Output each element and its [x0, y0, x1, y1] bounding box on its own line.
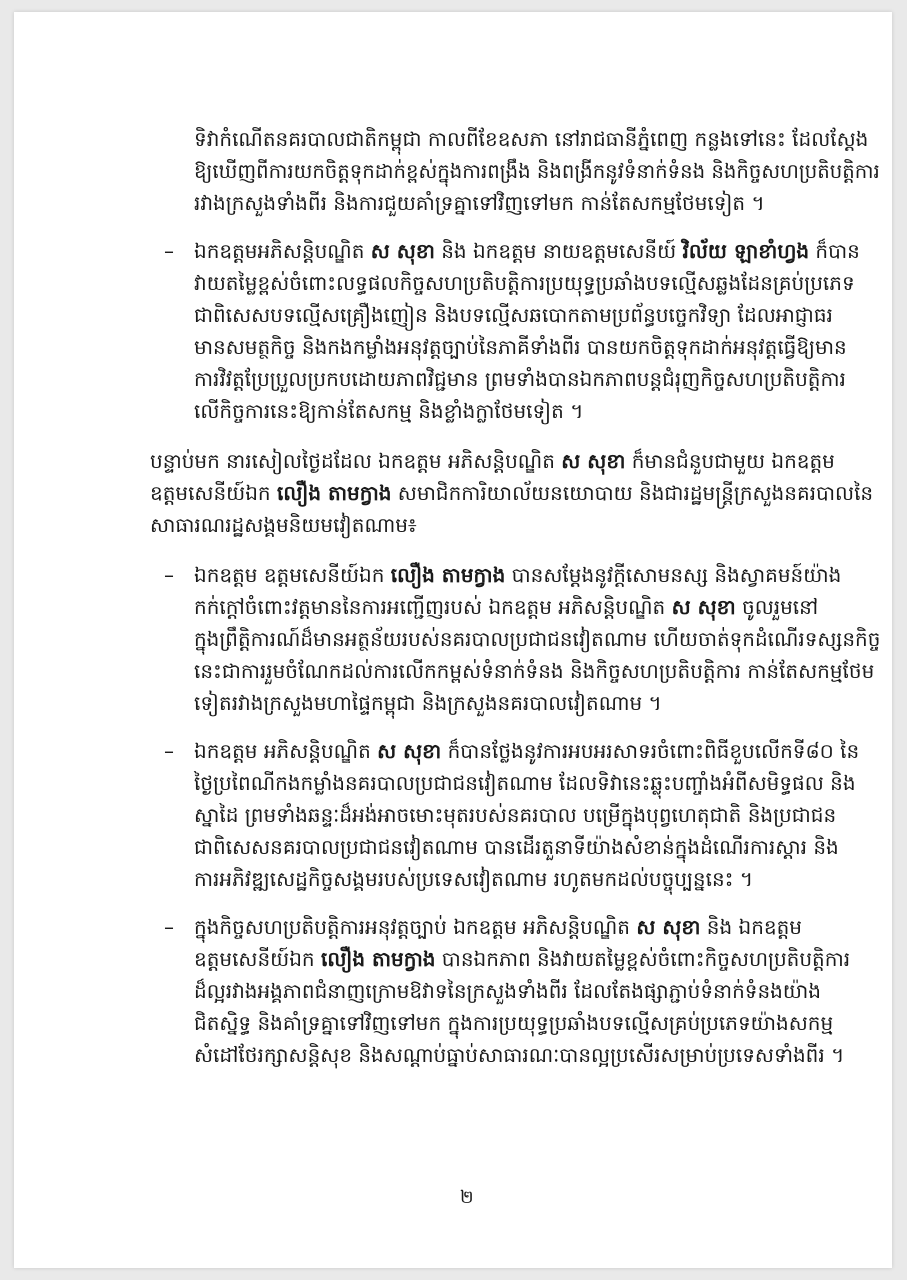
text-span: ឧត្តមសេនីយ៍ឯក — [150, 481, 277, 505]
bullet4-line-3: ដ៏ល្អរវាងអង្គភាពជំនាញក្រោមឱវាទនៃក្រសួងទាំងពីរ ដែលតែងផ្សាភ្ជាប់ទំនាក់ទំនងយ៉ាង — [194, 979, 821, 1003]
bullet1-line-4: មានសមត្ថកិច្ច និងកងកម្លាំងអនុវត្តច្បាប់នៃភាគីទាំងពីរ បានយកចិត្តទុកដាក់អនុវត្តធ្វើឱ្យមាន — [194, 335, 847, 359]
intro-line-2: ឱ្យឃើញពីការយកចិត្តទុកដាក់ខ្ពស់ក្នុងការពង្រឹង និងពង្រីកនូវទំនាក់ទំនង និងកិច្ចសហប្រតិបត្តិការ — [194, 159, 880, 183]
text-span: ក៏បាន — [809, 239, 860, 263]
bullet2-line-2 — [194, 595, 818, 619]
text-span: ក៏មានជំនួបជាមួយ ឯកឧត្តម — [625, 449, 835, 473]
bullet4-line-5: សំដៅថែរក្សាសន្តិសុខ និងសណ្តាប់ធ្នាប់សាធារណៈបានល្អប្រសើរសម្រាប់ប្រទេសទាំងពីរ ។ — [194, 1043, 845, 1067]
bullet3-line-4: ជាពិសេសនគរបាលប្រជាជនវៀតណាម បានដើរតួនាទីយ៉ាងសំខាន់ក្នុងដំណើរការស្តារ និង — [194, 835, 839, 859]
text-span: សមាជិកការិយាល័យនយោបាយ និងជារដ្ឋមន្ត្រីក្រសួងនគរបាលនៃ — [391, 481, 874, 505]
text-span: ចូលរួមនៅ — [735, 595, 819, 619]
intro-line-3: រវាងក្រសួងទាំងពីរ និងការជួយគាំទ្រគ្នាទៅវិញទៅមក កាន់តែសកម្មថែមទៀត ។ — [194, 191, 765, 215]
bold-name: វិល័យ ឡាខាំហ្វង — [682, 239, 810, 263]
text-span: ឯកឧត្តម ឧត្តមសេនីយ៍ឯក — [194, 563, 391, 587]
bullet1-line-6: លើកិច្ចការនេះឱ្យកាន់តែសកម្ម និងខ្លាំងក្លាថែមទៀត ។ — [194, 399, 584, 423]
text-span: បន្ទាប់មក នារសៀលថ្ងៃដដែល ឯកឧត្តម អភិសន្តិបណ្ឌិត — [150, 449, 562, 473]
bullet3-line-5: ការអភិវឌ្ឍសេដ្ឋកិច្ចសង្គមរបស់ប្រទេសវៀតណាម រហូតមកដល់បច្ចុប្បន្ននេះ ។ — [194, 867, 754, 891]
bold-name: ស សុខា — [377, 739, 442, 763]
bullet4-line-4: ជិតស្និទ្ធ និងគាំទ្រគ្នាទៅវិញទៅមក ក្នុងការប្រយុទ្ធប្រឆាំងបទល្មើសគ្រប់ប្រភេទយ៉ាងសកម្ម — [194, 1011, 834, 1035]
bold-name: លឿង តាមក្វាង — [276, 481, 392, 505]
intro-line-1: ទិវាកំណើតនគរបាលជាតិកម្ពុជា កាលពីខែឧសភា នៅរាជធានីភ្នំពេញ កន្លងទៅនេះ ដែលស្តែង — [194, 127, 869, 151]
bold-name: ស សុខា — [561, 449, 626, 473]
bullet4-line-2 — [194, 947, 850, 971]
bullet1-line-5: ការវិវត្តប្រែប្រួលប្រកបដោយភាពវិជ្ជមាន ព្រមទាំងបានឯកភាពបន្តជំរុញកិច្ចសហប្រតិបត្តិការ — [194, 367, 846, 391]
bullet4-line-1 — [194, 915, 802, 939]
bullet1-line-3: ជាពិសេសបទល្មើសគ្រឿងញៀន និងបទល្មើសឆបោកតាមប្រព័ន្ធបច្ចេកវិទ្យា ដែលអាជ្ញាធរ — [194, 303, 833, 327]
bullet-dash: – — [164, 239, 174, 263]
para2-line-3: សាធារណរដ្ឋសង្គមនិយមវៀតណាម៖ — [150, 513, 417, 537]
bold-name: ស សុខា — [671, 595, 736, 619]
text-span: ក្នុងកិច្ចសហប្រតិបត្តិការអនុវត្តច្បាប់ ឯកឧត្តម អភិសន្តិបណ្ឌិត — [194, 915, 637, 939]
bold-name: ស សុខា — [636, 915, 701, 939]
text-span: បានឯកភាព និងវាយតម្លៃខ្ពស់ចំពោះកិច្ចសហប្រតិបត្តិការ — [435, 947, 851, 971]
bold-name: ស សុខា — [370, 239, 435, 263]
bullet2-line-5: ទៀតរវាងក្រសួងមហាផ្ទៃកម្ពុជា និងក្រសួងនគរបាលវៀតណាម ។ — [194, 691, 662, 715]
text-span: និង ឯកឧត្តម នាយឧត្តមសេនីយ៍ — [434, 239, 683, 263]
text-span: ឧត្តមសេនីយ៍ឯក — [194, 947, 321, 971]
bullet2-line-3: ក្នុងព្រឹត្តិការណ៍ដ៏មានអត្ថន័យរបស់នគរបាលប្រជាជនវៀតណាម ហើយចាត់ទុកដំណើរទស្សនកិច្ច — [194, 627, 881, 651]
bullet2-line-1 — [194, 563, 841, 587]
bullet3-line-2: ថ្ងៃប្រពៃណីកងកម្លាំងនគរបាលប្រជាជនវៀតណាម ដែលទិវានេះឆ្លុះបញ្ចាំងអំពីសមិទ្ធផល និង — [194, 771, 856, 795]
bold-name: លឿង តាមក្វាង — [390, 563, 506, 587]
text-span: និង ឯកឧត្តម — [700, 915, 803, 939]
bullet-dash: – — [164, 915, 174, 939]
page-number: ២ — [460, 1187, 474, 1208]
bullet3-line-3: ស្នាដៃ ព្រមទាំងឆន្ទៈដ៏អង់អាចមោះមុតរបស់នគរបាល បម្រើក្នុងបុព្វហេតុជាតិ និងប្រជាជន — [194, 803, 837, 827]
bullet1-line-2: វាយតម្លៃខ្ពស់ចំពោះលទ្ធផលកិច្ចសហប្រតិបត្តិការប្រយុទ្ធប្រឆាំងបទល្មើសឆ្លងដែនគ្រប់ប្រភេទ — [194, 271, 855, 295]
text-span: ក៏បានថ្លែងនូវការអបអរសាទរចំពោះពិធីខួបលើកទី៨០ នៃ — [441, 739, 860, 763]
bullet-dash: – — [164, 739, 174, 763]
bullet-dash: – — [164, 563, 174, 587]
para2-line-1 — [150, 449, 835, 473]
bullet3-line-1 — [194, 739, 859, 763]
text-span: បានសម្តែងនូវក្តីសោមនស្ស និងស្វាគមន៍យ៉ាង — [505, 563, 842, 587]
para2-line-2 — [150, 481, 873, 505]
text-span: ឯកឧត្តមអភិសន្តិបណ្ឌិត — [194, 239, 371, 263]
bold-name: លឿង តាមក្វាង — [320, 947, 436, 971]
text-span: ឯកឧត្តម អភិសន្តិបណ្ឌិត — [194, 739, 378, 763]
text-span: កក់ក្តៅចំពោះវត្តមាននៃការអញ្ជើញរបស់ ឯកឧត្តម អភិសន្តិបណ្ឌិត — [194, 595, 672, 619]
bullet2-line-4: នេះជាការរួមចំណែកដល់ការលើកកម្ពស់ទំនាក់ទំនង និងកិច្ចសហប្រតិបត្តិការ កាន់តែសកម្មថែម — [194, 659, 875, 683]
bullet1-line-1 — [194, 239, 860, 263]
